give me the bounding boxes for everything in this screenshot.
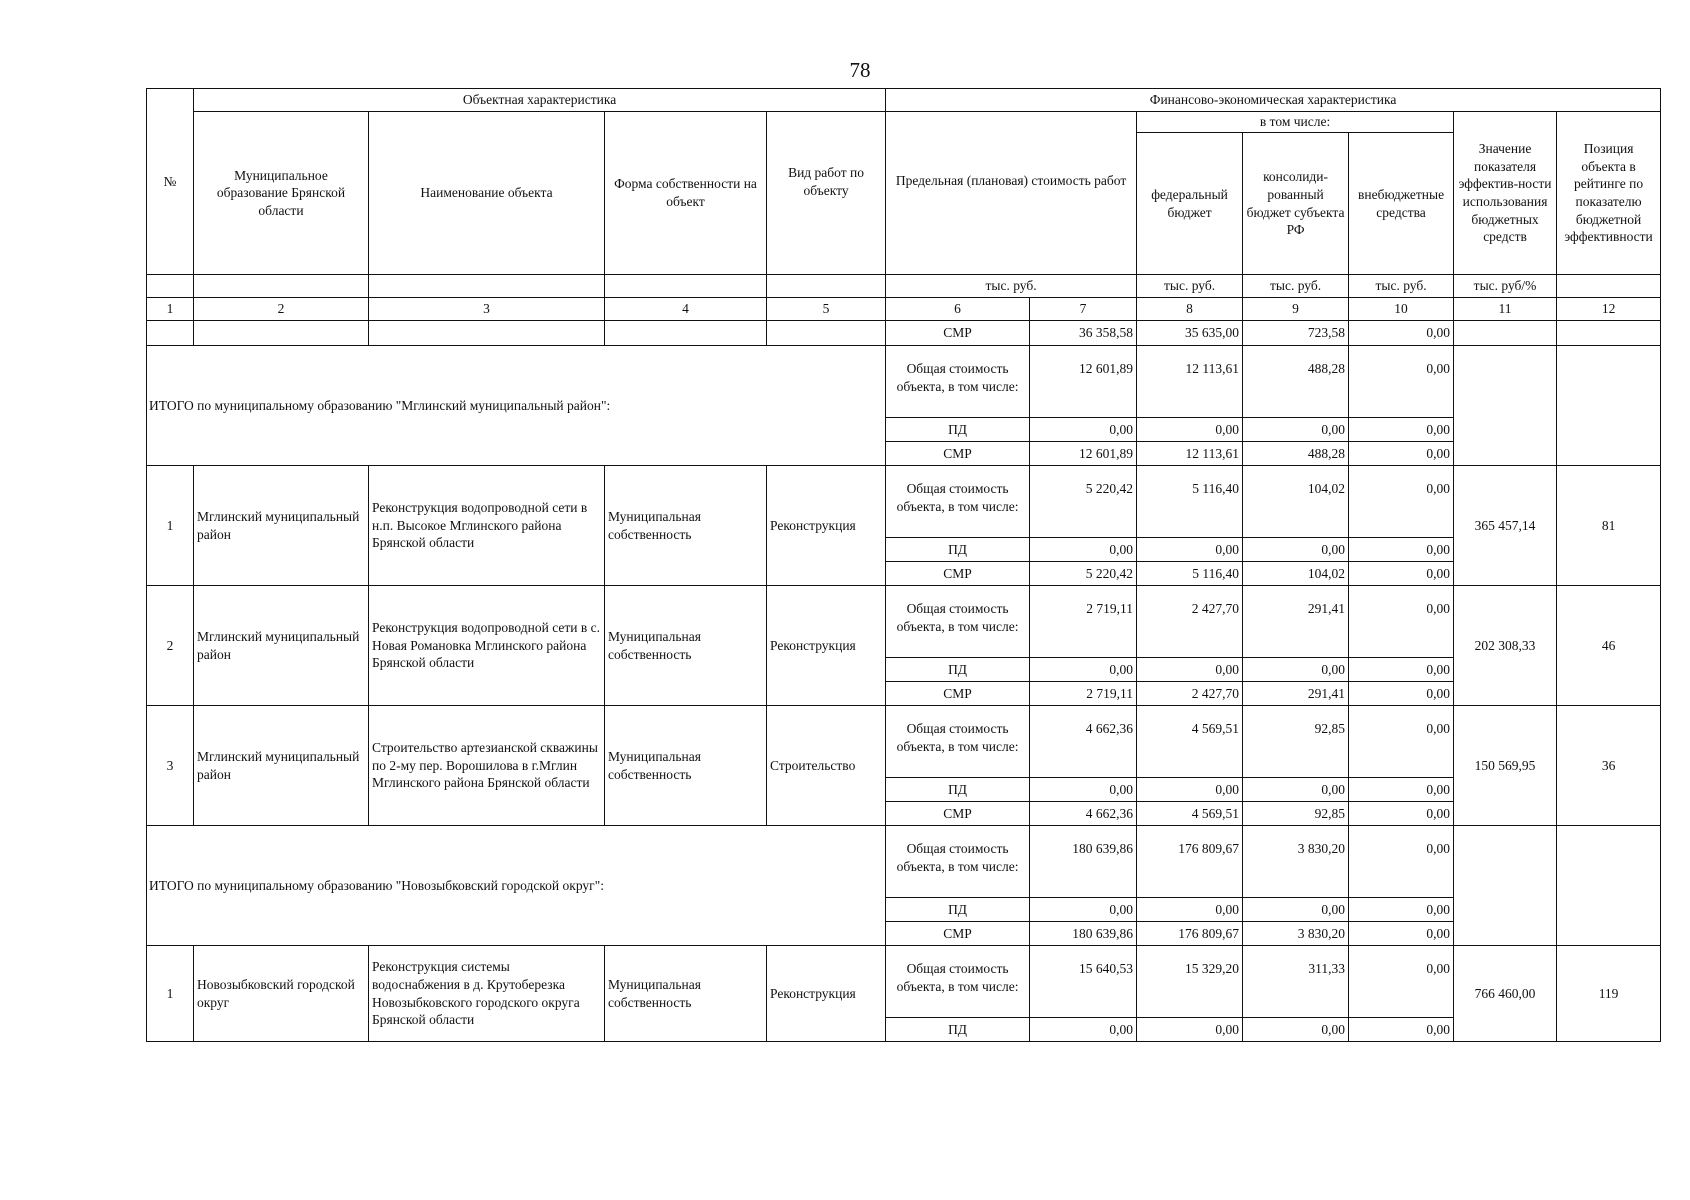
page-number: 78 — [849, 58, 871, 82]
value-cell: 35 635,00 — [1137, 321, 1243, 346]
row-number: 1 — [147, 466, 194, 586]
efficiency-value — [1454, 826, 1557, 946]
pd-label: ПД — [886, 418, 1030, 442]
ownership-form: Муниципальная собственность — [605, 466, 767, 586]
total-cost-label: Общая стоимость объекта, в том числе: — [886, 586, 1030, 658]
municipality-name: Мглинский муниципальный район — [194, 466, 369, 586]
total-cost-label: Общая стоимость объекта, в том числе: — [886, 946, 1030, 1018]
efficiency-value — [1454, 346, 1557, 466]
value-cell: 2 719,11 — [1030, 682, 1137, 706]
empty-cell — [194, 321, 369, 346]
ownership-form: Муниципальная собственность — [605, 946, 767, 1042]
value-cell: 0,00 — [1030, 778, 1137, 802]
total-cost-label: Общая стоимость объекта, в том числе: — [886, 706, 1030, 778]
unit-cell-empty — [194, 275, 369, 298]
value-cell: 180 639,86 — [1030, 826, 1137, 898]
total-cost-label: Общая стоимость объекта, в том числе: — [886, 466, 1030, 538]
value-cell: 4 569,51 — [1137, 706, 1243, 778]
value-cell: 0,00 — [1349, 898, 1454, 922]
work-type: Реконструкция — [767, 466, 886, 586]
value-cell: 176 809,67 — [1137, 922, 1243, 946]
value-cell: 0,00 — [1349, 682, 1454, 706]
column-number-9: 9 — [1243, 298, 1349, 321]
value-cell: 2 719,11 — [1030, 586, 1137, 658]
value-cell: 0,00 — [1349, 658, 1454, 682]
column-number-2: 2 — [194, 298, 369, 321]
value-cell: 291,41 — [1243, 682, 1349, 706]
value-cell: 291,41 — [1243, 586, 1349, 658]
work-type: Реконструкция — [767, 586, 886, 706]
value-cell: 5 116,40 — [1137, 562, 1243, 586]
value-cell: 0,00 — [1349, 946, 1454, 1018]
value-cell: 0,00 — [1137, 418, 1243, 442]
column-number-1: 1 — [147, 298, 194, 321]
value-cell: 723,58 — [1243, 321, 1349, 346]
pd-label: ПД — [886, 1018, 1030, 1042]
column-number-8: 8 — [1137, 298, 1243, 321]
value-cell: 2 427,70 — [1137, 586, 1243, 658]
header-rating-position: Позиция объекта в рейтинге по показателю бюджетной эффективности — [1557, 112, 1661, 275]
header-financial-characteristic: Финансово-экономическая характеристика — [886, 89, 1661, 112]
object-name: Строительство артезианской скважины по 2-му пер. Ворошилова в г.Мглин Мглинского района Брянской области — [369, 706, 605, 826]
value-cell: 0,00 — [1243, 658, 1349, 682]
value-cell: 12 601,89 — [1030, 346, 1137, 418]
value-cell: 0,00 — [1243, 898, 1349, 922]
column-number-6: 6 — [886, 298, 1030, 321]
value-cell: 176 809,67 — [1137, 826, 1243, 898]
empty-cell — [1557, 321, 1661, 346]
rating-position — [1557, 346, 1661, 466]
value-cell: 0,00 — [1349, 321, 1454, 346]
efficiency-value: 150 569,95 — [1454, 706, 1557, 826]
object-name: Реконструкция водопроводной сети в с. Новая Романовка Мглинского района Брянской области — [369, 586, 605, 706]
rating-position: 46 — [1557, 586, 1661, 706]
value-cell: 3 830,20 — [1243, 922, 1349, 946]
value-cell: 0,00 — [1243, 1018, 1349, 1042]
object-name: Реконструкция системы водоснабжения в д. Крутоберезка Новозыбковского городского округа Брянской области — [369, 946, 605, 1042]
unit-cell-empty — [1557, 275, 1661, 298]
empty-cell — [767, 321, 886, 346]
value-cell: 0,00 — [1030, 658, 1137, 682]
unit-consolidated: тыс. руб. — [1243, 275, 1349, 298]
rating-position: 81 — [1557, 466, 1661, 586]
smr-label: СМР — [886, 562, 1030, 586]
value-cell: 0,00 — [1137, 538, 1243, 562]
header-num: № — [147, 89, 194, 275]
rating-position: 36 — [1557, 706, 1661, 826]
value-cell: 0,00 — [1349, 778, 1454, 802]
smr-label: СМР — [886, 802, 1030, 826]
value-cell: 0,00 — [1243, 778, 1349, 802]
unit-federal: тыс. руб. — [1137, 275, 1243, 298]
value-cell: 5 220,42 — [1030, 466, 1137, 538]
header-work-type: Вид работ по объекту — [767, 112, 886, 275]
value-cell: 0,00 — [1349, 538, 1454, 562]
row-number: 1 — [147, 946, 194, 1042]
header-extrabudget: внебюджетные средства — [1349, 133, 1454, 275]
empty-cell — [147, 321, 194, 346]
total-cost-label: Общая стоимость объекта, в том числе: — [886, 826, 1030, 898]
value-cell: 5 116,40 — [1137, 466, 1243, 538]
empty-cell — [605, 321, 767, 346]
rating-position: 119 — [1557, 946, 1661, 1042]
row-number: 3 — [147, 706, 194, 826]
unit-extrabudget: тыс. руб. — [1349, 275, 1454, 298]
value-cell: 488,28 — [1243, 442, 1349, 466]
value-cell: 0,00 — [1349, 706, 1454, 778]
row-number: 2 — [147, 586, 194, 706]
value-cell: 0,00 — [1349, 586, 1454, 658]
value-cell: 0,00 — [1349, 418, 1454, 442]
pd-label: ПД — [886, 538, 1030, 562]
value-cell: 12 113,61 — [1137, 346, 1243, 418]
value-cell: 0,00 — [1243, 418, 1349, 442]
empty-cell — [369, 321, 605, 346]
pd-label: ПД — [886, 778, 1030, 802]
rating-position — [1557, 826, 1661, 946]
row-label: СМР — [886, 321, 1030, 346]
value-cell: 5 220,42 — [1030, 562, 1137, 586]
header-including: в том числе: — [1137, 112, 1454, 133]
value-cell: 0,00 — [1349, 922, 1454, 946]
value-cell: 0,00 — [1030, 1018, 1137, 1042]
header-object-characteristic: Объектная характеристика — [194, 89, 886, 112]
value-cell: 104,02 — [1243, 562, 1349, 586]
group-total-title: ИТОГО по муниципальному образованию "Мглинский муниципальный район": — [147, 346, 886, 466]
value-cell: 15 329,20 — [1137, 946, 1243, 1018]
value-cell: 0,00 — [1349, 826, 1454, 898]
efficiency-value: 365 457,14 — [1454, 466, 1557, 586]
unit-cell-empty — [605, 275, 767, 298]
value-cell: 0,00 — [1137, 778, 1243, 802]
value-cell: 36 358,58 — [1030, 321, 1137, 346]
smr-label: СМР — [886, 442, 1030, 466]
unit-cell-empty — [147, 275, 194, 298]
header-ownership: Форма собственности на объект — [605, 112, 767, 275]
municipality-name: Мглинский муниципальный район — [194, 706, 369, 826]
value-cell: 0,00 — [1349, 562, 1454, 586]
value-cell: 0,00 — [1030, 418, 1137, 442]
value-cell: 0,00 — [1137, 658, 1243, 682]
work-type: Реконструкция — [767, 946, 886, 1042]
budget-table — [146, 88, 1661, 1042]
value-cell: 4 662,36 — [1030, 706, 1137, 778]
smr-label: СМР — [886, 922, 1030, 946]
value-cell: 12 601,89 — [1030, 442, 1137, 466]
value-cell: 0,00 — [1243, 538, 1349, 562]
municipality-name: Мглинский муниципальный район — [194, 586, 369, 706]
value-cell: 15 640,53 — [1030, 946, 1137, 1018]
object-name: Реконструкция водопроводной сети в н.п. Высокое Мглинского района Брянской области — [369, 466, 605, 586]
unit-cell-empty — [369, 275, 605, 298]
smr-label: СМР — [886, 682, 1030, 706]
ownership-form: Муниципальная собственность — [605, 586, 767, 706]
header-consolidated: консолиди-рованный бюджет субъекта РФ — [1243, 133, 1349, 275]
total-cost-label: Общая стоимость объекта, в том числе: — [886, 346, 1030, 418]
column-number-5: 5 — [767, 298, 886, 321]
efficiency-value: 766 460,00 — [1454, 946, 1557, 1042]
value-cell: 92,85 — [1243, 802, 1349, 826]
header-cost: Предельная (плановая) стоимость работ — [886, 112, 1137, 275]
header-federal: федеральный бюджет — [1137, 133, 1243, 275]
empty-cell — [1454, 321, 1557, 346]
value-cell: 0,00 — [1349, 466, 1454, 538]
column-number-12: 12 — [1557, 298, 1661, 321]
municipality-name: Новозыбковский городской округ — [194, 946, 369, 1042]
column-number-4: 4 — [605, 298, 767, 321]
column-number-11: 11 — [1454, 298, 1557, 321]
value-cell: 0,00 — [1349, 346, 1454, 418]
header-efficiency: Значение показателя эффектив-ности использования бюджетных средств — [1454, 112, 1557, 275]
value-cell: 0,00 — [1030, 898, 1137, 922]
value-cell: 0,00 — [1349, 1018, 1454, 1042]
value-cell: 4 569,51 — [1137, 802, 1243, 826]
column-number-10: 10 — [1349, 298, 1454, 321]
value-cell: 2 427,70 — [1137, 682, 1243, 706]
value-cell: 92,85 — [1243, 706, 1349, 778]
unit-cell-empty — [767, 275, 886, 298]
header-object-name: Наименование объекта — [369, 112, 605, 275]
value-cell: 104,02 — [1243, 466, 1349, 538]
value-cell: 311,33 — [1243, 946, 1349, 1018]
value-cell: 180 639,86 — [1030, 922, 1137, 946]
group-total-title: ИТОГО по муниципальному образованию "Новозыбковский городской округ": — [147, 826, 886, 946]
value-cell: 488,28 — [1243, 346, 1349, 418]
unit-cost: тыс. руб. — [886, 275, 1137, 298]
value-cell: 4 662,36 — [1030, 802, 1137, 826]
header-municipality: Муниципальное образование Брянской области — [194, 112, 369, 275]
work-type: Строительство — [767, 706, 886, 826]
value-cell: 12 113,61 — [1137, 442, 1243, 466]
ownership-form: Муниципальная собственность — [605, 706, 767, 826]
value-cell: 0,00 — [1030, 538, 1137, 562]
pd-label: ПД — [886, 898, 1030, 922]
pd-label: ПД — [886, 658, 1030, 682]
unit-efficiency: тыс. руб/% — [1454, 275, 1557, 298]
value-cell: 3 830,20 — [1243, 826, 1349, 898]
column-number-3: 3 — [369, 298, 605, 321]
column-number-7: 7 — [1030, 298, 1137, 321]
value-cell: 0,00 — [1137, 898, 1243, 922]
value-cell: 0,00 — [1137, 1018, 1243, 1042]
value-cell: 0,00 — [1349, 442, 1454, 466]
value-cell: 0,00 — [1349, 802, 1454, 826]
efficiency-value: 202 308,33 — [1454, 586, 1557, 706]
